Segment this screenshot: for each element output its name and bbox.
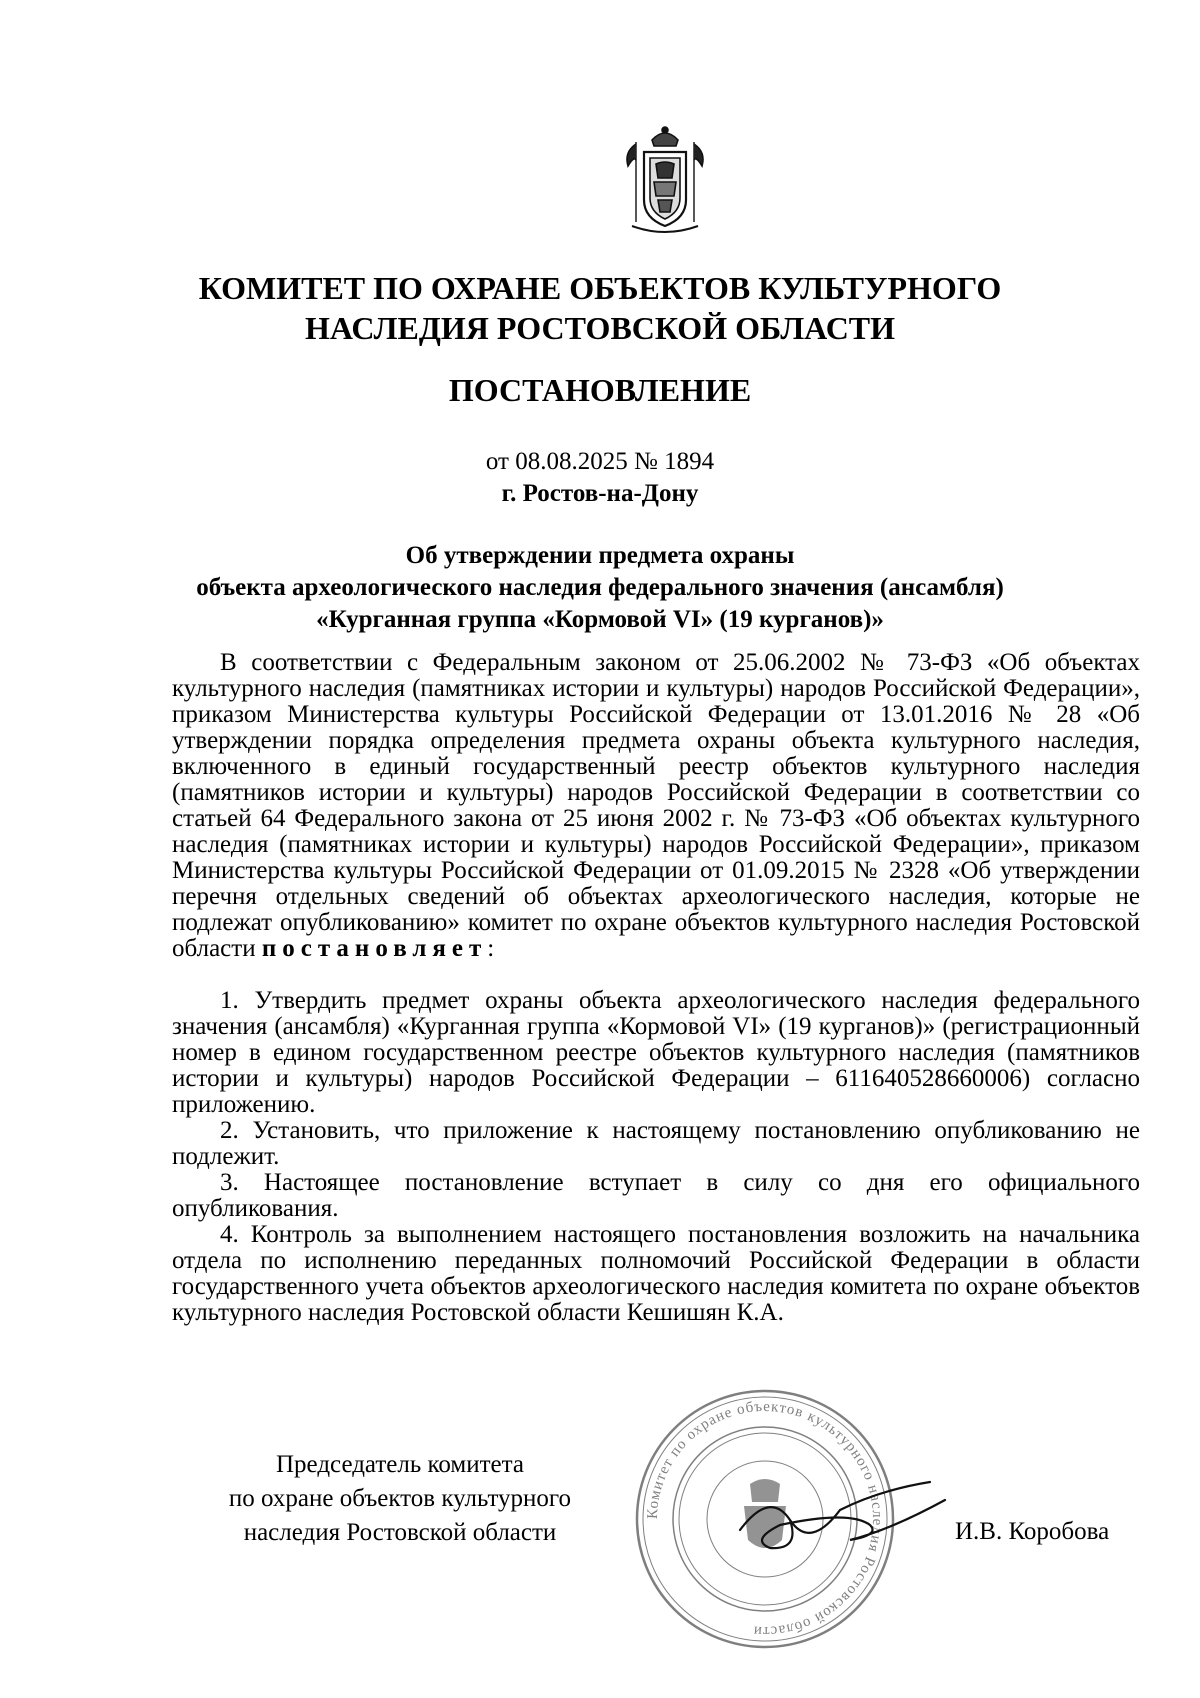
decree-word: постановляет: [261, 935, 488, 962]
document-subject: [0, 540, 1200, 636]
preamble-text: В соответствии с Федеральным законом от 25.06.2002 № 73-ФЗ «Об объектах культурного наследия (памятниках истории и культуры) народов Российской Федерации», приказом Министерства культуры Российской Федерации от 13.01.2016 № 28 «Об утверждении порядка определения предмета охраны объекта культурного наследия, включенного в единый государственный реестр объектов культурного наследия (памятников истории и культуры) народов Российской Федерации в соответствии со статьей 64 Федерального закона от 25 июня 2002 г. № 73-ФЗ «Об объектах культурного наследия (памятниках истории и культуры) народов Российской Федерации», приказом Министерства культуры Российской Федерации от 01.09.2015 № 2328 «Об утверждении перечня отдельных сведений об объектах археологического наследия, которые не подлежат опубликованию» комитет по охране объектов культурного наследия Ростовской области: [172, 649, 1140, 962]
organization-title-line-2: НАСЛЕДИЯ РОСТОВСКОЙ ОБЛАСТИ: [304, 310, 896, 346]
subject-line-1: Об утверждении предмета охраны: [405, 542, 795, 569]
handwritten-signature-icon: [730, 1470, 960, 1560]
city-name: г. Ростов-на-Дону: [501, 480, 699, 507]
preamble-colon: :: [487, 935, 495, 962]
signer-title: [180, 1448, 620, 1550]
organization-title-line-1: КОМИТЕТ ПО ОХРАНЕ ОБЪЕКТОВ КУЛЬТУРНОГО: [198, 270, 1002, 306]
signer-name: И.В. Коробова: [955, 1518, 1110, 1545]
date-and-number: от 08.08.2025 № 1894: [485, 448, 715, 475]
document-type-heading: ПОСТАНОВЛЕНИЕ: [448, 372, 752, 408]
preamble-paragraph: [172, 650, 1140, 962]
document-body: [172, 650, 1140, 1326]
subject-line-3: «Курганная группа «Кормовой VI» (19 курганов)»: [316, 606, 884, 633]
coat-of-arms-rostov-oblast-icon: [614, 122, 716, 238]
signer-title-line-3: наследия Ростовской области: [243, 1519, 557, 1546]
organization-title: [0, 268, 1200, 348]
subject-line-2: объекта археологического наследия федерального значения (ансамбля): [196, 574, 1004, 601]
item-4: 4. Контроль за выполнением настоящего постановления возложить на начальника отдела по исполнению переданных полномочий Российской Федерации в области государственного учета объектов археологического наследия комитета по охране объектов культурного наследия Ростовской области Кешишян К.А.: [172, 1221, 1140, 1326]
item-3: 3. Настоящее постановление вступает в силу со дня его официального опубликования.: [172, 1169, 1140, 1222]
signer-title-line-2: по охране объектов культурного: [228, 1485, 572, 1512]
item-2: 2. Установить, что приложение к настоящему постановлению опубликованию не подлежит.: [172, 1117, 1140, 1170]
signer-title-line-1: Председатель комитета: [276, 1451, 524, 1478]
seal-outer-text: Комитет по охране объектов культурного наследия Ростовской области: [644, 1398, 886, 1640]
item-1: 1. Утвердить предмет охраны объекта археологического наследия федерального значения (ансамбля) «Курганная группа «Кормовой VI» (19 курганов)» (регистрационный номер в едином государственном реестре объектов культурного наследия (памятников истории и культуры) народов Российской Федерации – 611640528660006) согласно приложению.: [172, 987, 1140, 1118]
